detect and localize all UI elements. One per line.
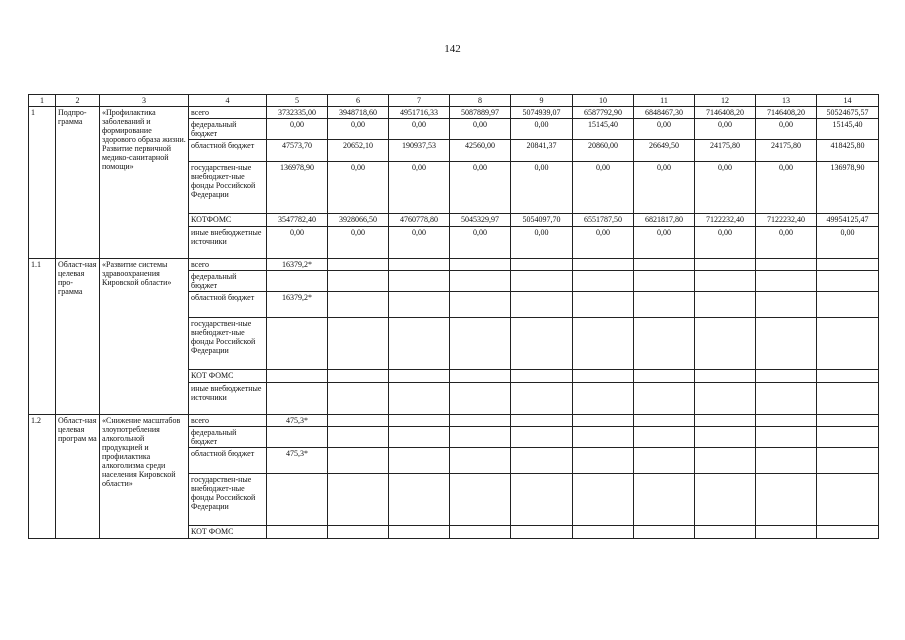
value-cell — [817, 383, 879, 415]
header-cell: 7 — [389, 95, 450, 107]
value-cell: 0,00 — [511, 162, 573, 214]
page-number: 142 — [444, 43, 461, 55]
table-row — [29, 259, 879, 271]
value-cell: 20860,00 — [573, 140, 634, 162]
value-cell: 7122232,40 — [695, 214, 756, 227]
value-cell: 4760778,80 — [389, 214, 450, 227]
value-cell — [817, 427, 879, 448]
value-cell — [695, 474, 756, 526]
value-cell: 0,00 — [573, 162, 634, 214]
value-cell — [573, 427, 634, 448]
value-cell: 20841,37 — [511, 140, 573, 162]
value-cell — [389, 370, 450, 383]
value-cell — [328, 292, 389, 318]
value-cell: 49954125,47 — [817, 214, 879, 227]
value-cell — [573, 292, 634, 318]
value-cell: 0,00 — [328, 227, 389, 259]
value-cell — [817, 292, 879, 318]
value-cell: 7122232,40 — [756, 214, 817, 227]
value-cell: 418425,80 — [817, 140, 879, 162]
value-cell — [817, 318, 879, 370]
value-cell — [695, 448, 756, 474]
value-cell: 20652,10 — [328, 140, 389, 162]
value-cell — [756, 448, 817, 474]
value-cell: 3928066,50 — [328, 214, 389, 227]
value-cell — [817, 415, 879, 427]
value-cell — [573, 415, 634, 427]
value-cell: 0,00 — [328, 162, 389, 214]
value-cell: 475,3* — [267, 415, 328, 427]
value-cell — [389, 526, 450, 539]
value-cell — [511, 474, 573, 526]
value-cell: 47573,70 — [267, 140, 328, 162]
budget-table — [28, 94, 879, 539]
value-cell — [389, 474, 450, 526]
value-cell: 475,3* — [267, 448, 328, 474]
value-cell: 6587792,90 — [573, 107, 634, 119]
value-cell — [817, 474, 879, 526]
value-cell: 5087889,97 — [450, 107, 511, 119]
table-row — [29, 415, 879, 427]
funding-source: иные внебюджетные источники — [189, 227, 267, 259]
value-cell — [389, 259, 450, 271]
funding-source: КОТ ФОМС — [189, 526, 267, 539]
value-cell — [328, 318, 389, 370]
value-cell — [450, 370, 511, 383]
value-cell — [817, 370, 879, 383]
value-cell — [450, 271, 511, 292]
header-cell: 5 — [267, 95, 328, 107]
value-cell — [389, 318, 450, 370]
value-cell: 6848467,30 — [634, 107, 695, 119]
value-cell — [756, 271, 817, 292]
header-row — [29, 95, 879, 107]
value-cell — [634, 370, 695, 383]
value-cell — [634, 474, 695, 526]
value-cell: 15145,40 — [573, 119, 634, 140]
value-cell — [511, 448, 573, 474]
value-cell: 0,00 — [389, 162, 450, 214]
program-name: «Снижение масштабов злоупотребления алкогольной продукцией и профилактика алкоголизма среди населения Кировской области» — [100, 415, 189, 539]
value-cell: 7146408,20 — [695, 107, 756, 119]
value-cell — [328, 427, 389, 448]
value-cell — [756, 415, 817, 427]
header-cell: 8 — [450, 95, 511, 107]
header-cell: 10 — [573, 95, 634, 107]
value-cell — [634, 383, 695, 415]
funding-source: КОТ ФОМС — [189, 370, 267, 383]
value-cell — [267, 271, 328, 292]
funding-source: федеральный бюджет — [189, 119, 267, 140]
value-cell: 6821817,80 — [634, 214, 695, 227]
value-cell — [328, 448, 389, 474]
value-cell — [634, 259, 695, 271]
value-cell — [450, 318, 511, 370]
program-type: Област-ная целевая програм ма — [56, 415, 100, 539]
value-cell: 0,00 — [267, 227, 328, 259]
table-row — [29, 107, 879, 119]
value-cell: 4951716,33 — [389, 107, 450, 119]
value-cell — [450, 383, 511, 415]
value-cell — [573, 318, 634, 370]
value-cell: 3732335,00 — [267, 107, 328, 119]
value-cell — [756, 292, 817, 318]
program-name: «Профилактика заболеваний и формирование здорового образа жизни. Развитие первичной медико-санитарной помощи» — [100, 107, 189, 259]
header-cell: 4 — [189, 95, 267, 107]
value-cell — [695, 383, 756, 415]
header-cell: 9 — [511, 95, 573, 107]
value-cell: 0,00 — [267, 119, 328, 140]
value-cell: 0,00 — [634, 119, 695, 140]
value-cell: 15145,40 — [817, 119, 879, 140]
value-cell — [573, 383, 634, 415]
value-cell — [450, 415, 511, 427]
value-cell: 0,00 — [573, 227, 634, 259]
value-cell — [756, 474, 817, 526]
value-cell: 24175,80 — [756, 140, 817, 162]
value-cell: 16379,2* — [267, 259, 328, 271]
value-cell — [389, 292, 450, 318]
value-cell — [573, 271, 634, 292]
value-cell — [695, 427, 756, 448]
value-cell — [634, 448, 695, 474]
value-cell — [511, 292, 573, 318]
value-cell — [267, 370, 328, 383]
value-cell — [695, 292, 756, 318]
value-cell — [695, 526, 756, 539]
value-cell — [695, 415, 756, 427]
program-type: Подпро-грамма — [56, 107, 100, 259]
value-cell: 5045329,97 — [450, 214, 511, 227]
value-cell — [511, 271, 573, 292]
program-name: «Развитие системы здравоохранения Кировской области» — [100, 259, 189, 415]
value-cell — [695, 318, 756, 370]
value-cell — [573, 370, 634, 383]
value-cell — [573, 474, 634, 526]
value-cell — [756, 383, 817, 415]
value-cell — [634, 427, 695, 448]
value-cell — [573, 448, 634, 474]
value-cell: 0,00 — [511, 227, 573, 259]
row-index: 1.1 — [29, 259, 56, 415]
value-cell — [634, 292, 695, 318]
header-cell: 3 — [100, 95, 189, 107]
value-cell: 26649,50 — [634, 140, 695, 162]
value-cell: 0,00 — [695, 227, 756, 259]
value-cell — [511, 259, 573, 271]
value-cell: 0,00 — [450, 162, 511, 214]
value-cell: 3547782,40 — [267, 214, 328, 227]
value-cell — [389, 415, 450, 427]
value-cell — [756, 370, 817, 383]
header-cell: 2 — [56, 95, 100, 107]
value-cell — [695, 370, 756, 383]
value-cell: 0,00 — [695, 162, 756, 214]
value-cell — [267, 383, 328, 415]
value-cell: 0,00 — [328, 119, 389, 140]
value-cell: 5054097,70 — [511, 214, 573, 227]
value-cell: 0,00 — [389, 119, 450, 140]
value-cell — [450, 448, 511, 474]
value-cell: 16379,2* — [267, 292, 328, 318]
value-cell — [389, 271, 450, 292]
value-cell: 0,00 — [817, 227, 879, 259]
value-cell: 7146408,20 — [756, 107, 817, 119]
value-cell: 190937,53 — [389, 140, 450, 162]
value-cell — [634, 526, 695, 539]
header-cell: 13 — [756, 95, 817, 107]
funding-source: областной бюджет — [189, 140, 267, 162]
value-cell: 0,00 — [450, 119, 511, 140]
value-cell — [267, 318, 328, 370]
funding-source: КОТФОМС — [189, 214, 267, 227]
value-cell — [756, 318, 817, 370]
value-cell — [756, 259, 817, 271]
value-cell: 3948718,60 — [328, 107, 389, 119]
value-cell — [389, 427, 450, 448]
funding-source: государствен-ные внебюджет-ные фонды Российской Федерации — [189, 474, 267, 526]
value-cell: 0,00 — [389, 227, 450, 259]
value-cell: 50524675,57 — [817, 107, 879, 119]
value-cell — [634, 318, 695, 370]
value-cell — [450, 292, 511, 318]
value-cell — [328, 370, 389, 383]
header-cell: 1 — [29, 95, 56, 107]
value-cell — [450, 427, 511, 448]
funding-source: областной бюджет — [189, 448, 267, 474]
value-cell: 0,00 — [756, 227, 817, 259]
value-cell — [267, 474, 328, 526]
value-cell: 0,00 — [756, 119, 817, 140]
value-cell — [511, 318, 573, 370]
funding-source: государствен-ные внебюджет-ные фонды Российской Федерации — [189, 318, 267, 370]
row-index: 1 — [29, 107, 56, 259]
value-cell: 0,00 — [695, 119, 756, 140]
funding-source: государствен-ные внебюджет-ные фонды Российской Федерации — [189, 162, 267, 214]
value-cell — [817, 448, 879, 474]
funding-source: иные внебюджетные источники — [189, 383, 267, 415]
header-cell: 12 — [695, 95, 756, 107]
value-cell — [695, 271, 756, 292]
value-cell — [328, 474, 389, 526]
header-cell: 11 — [634, 95, 695, 107]
value-cell — [573, 259, 634, 271]
value-cell — [634, 415, 695, 427]
row-index: 1.2 — [29, 415, 56, 539]
value-cell — [756, 526, 817, 539]
value-cell: 42560,00 — [450, 140, 511, 162]
value-cell: 6551787,50 — [573, 214, 634, 227]
value-cell — [756, 427, 817, 448]
value-cell — [328, 415, 389, 427]
value-cell: 136978,90 — [817, 162, 879, 214]
value-cell: 24175,80 — [695, 140, 756, 162]
funding-source: всего — [189, 259, 267, 271]
funding-source: всего — [189, 107, 267, 119]
value-cell — [817, 526, 879, 539]
header-cell: 14 — [817, 95, 879, 107]
header-cell: 6 — [328, 95, 389, 107]
value-cell — [634, 271, 695, 292]
value-cell — [511, 383, 573, 415]
funding-source: федеральный бюджет — [189, 271, 267, 292]
value-cell — [511, 370, 573, 383]
value-cell: 136978,90 — [267, 162, 328, 214]
value-cell — [450, 259, 511, 271]
value-cell — [450, 526, 511, 539]
value-cell — [817, 259, 879, 271]
program-type: Област-ная целевая про-грамма — [56, 259, 100, 415]
value-cell — [328, 259, 389, 271]
value-cell: 0,00 — [634, 162, 695, 214]
value-cell — [511, 427, 573, 448]
value-cell: 0,00 — [634, 227, 695, 259]
value-cell: 0,00 — [756, 162, 817, 214]
value-cell — [328, 271, 389, 292]
funding-source: федеральный бюджет — [189, 427, 267, 448]
value-cell: 5074939,07 — [511, 107, 573, 119]
value-cell — [328, 526, 389, 539]
value-cell — [450, 474, 511, 526]
funding-source: областной бюджет — [189, 292, 267, 318]
value-cell — [389, 383, 450, 415]
value-cell — [817, 271, 879, 292]
value-cell — [511, 415, 573, 427]
funding-source: всего — [189, 415, 267, 427]
value-cell — [389, 448, 450, 474]
value-cell — [511, 526, 573, 539]
value-cell — [267, 526, 328, 539]
value-cell: 0,00 — [450, 227, 511, 259]
value-cell — [573, 526, 634, 539]
value-cell — [328, 383, 389, 415]
value-cell: 0,00 — [511, 119, 573, 140]
value-cell — [267, 427, 328, 448]
value-cell — [695, 259, 756, 271]
